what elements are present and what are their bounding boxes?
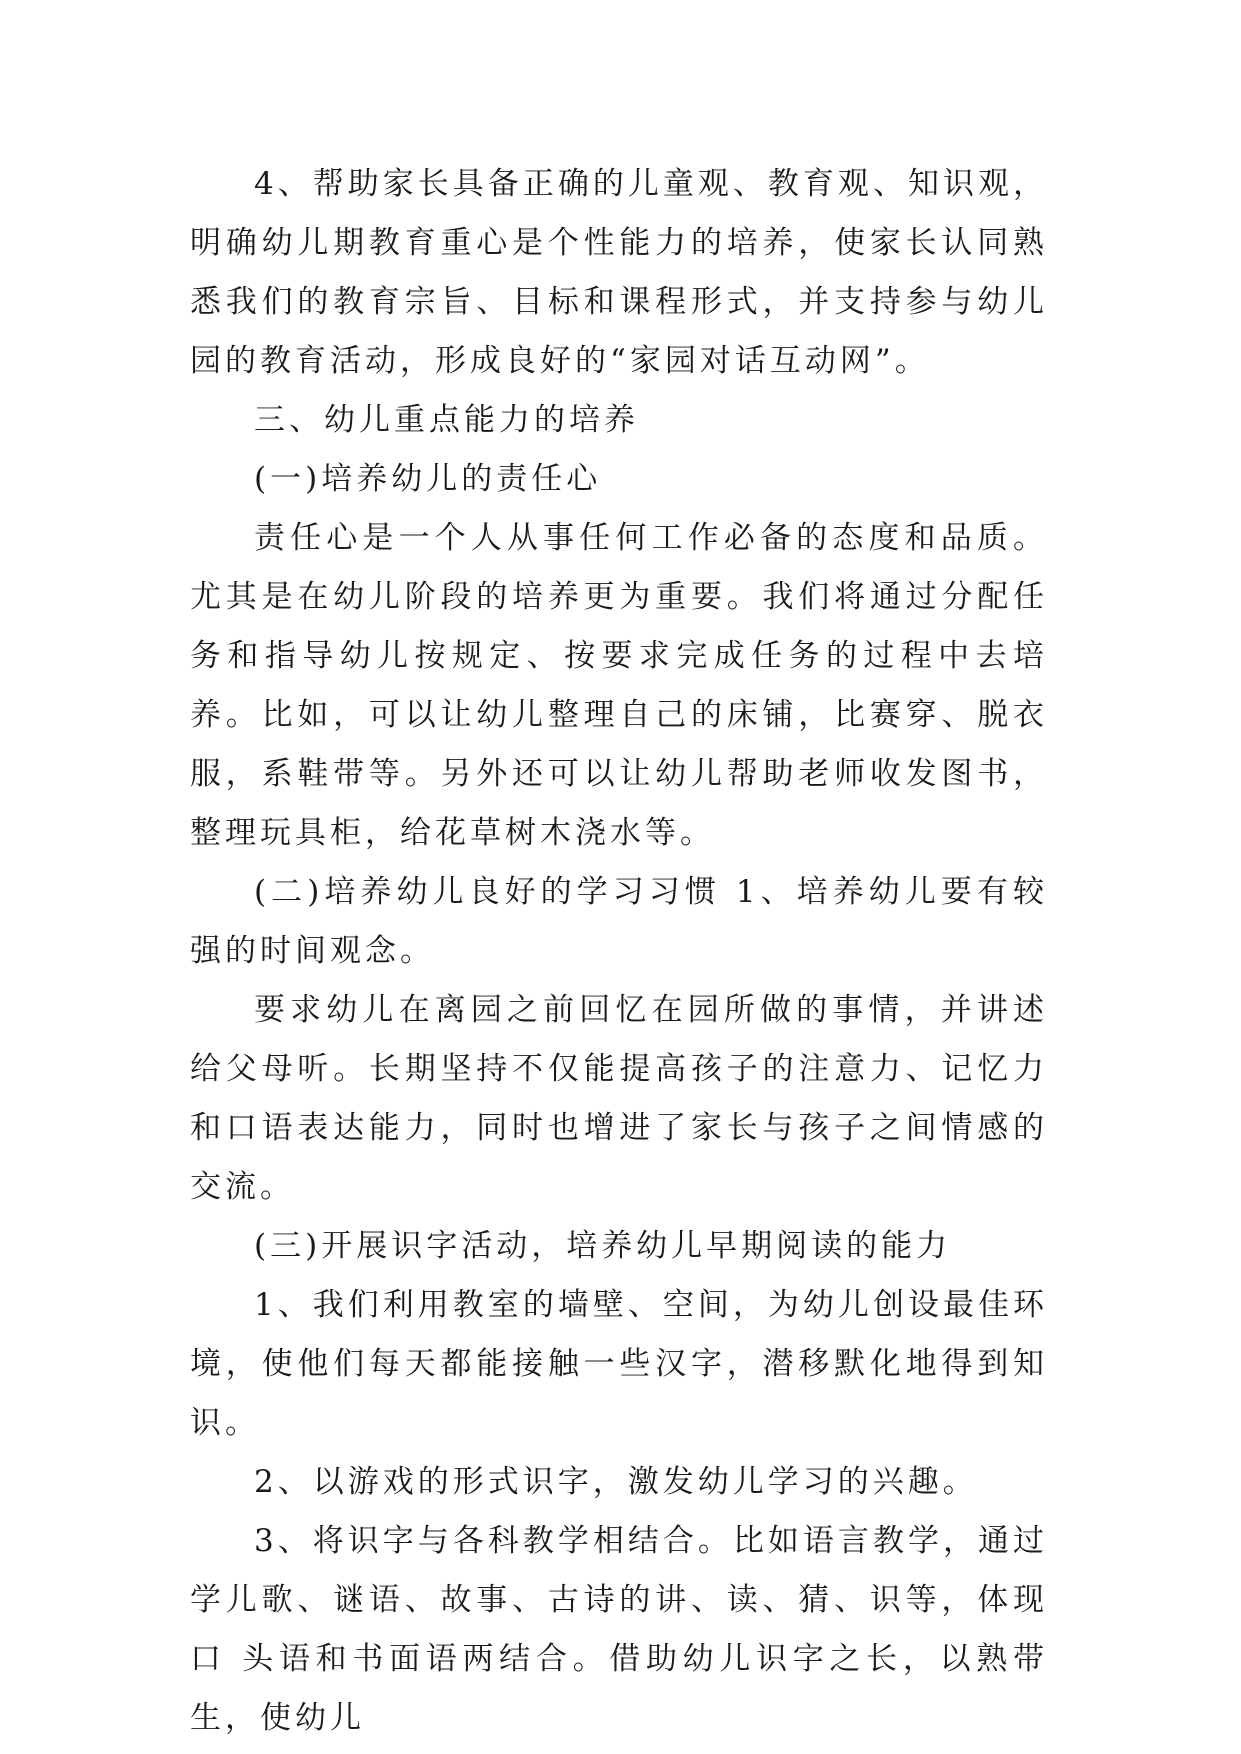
paragraph-responsibility: 责任心是一个人从事任何工作必备的态度和品质。 尤其是在幼儿阶段的培养更为重要。我们将通过分配任务和指导幼儿按规定、按要求完成任务的过程中去培养。比如，可以让幼儿整理自己的床铺，比赛穿、脱衣服，系鞋带等。另外还可以让幼儿帮助老师收发图书，整理玩具柜，给花草树木浇水等。 [190,520,1048,851]
document-body [190,155,1048,1748]
paragraph-literacy-integration: 3、将识字与各科教学相结合。比如语言教学，通过学儿歌、谜语、故事、古诗的讲、读、猜、识等，体现口 头语和书面语两结合。借助幼儿识字之长，以熟带生，使幼儿 [190,1523,1048,1736]
paragraph-literacy-games: 2、以游戏的形式识字，激发幼儿学习的兴趣。 [254,1464,978,1500]
paragraph-recall-events: 要求幼儿在离园之前回忆在园所做的事情，并讲述给父母听。长期坚持不仅能提高孩子的注意力、记忆力和口语表达能力，同时也增进了家长与孩子之间情感的交流。 [190,992,1048,1205]
subheading-responsibility: (一)培养幼儿的责任心 [254,461,602,497]
subheading-study-habits: (二)培养幼儿良好的学习习惯 1、培养幼儿要有较强的时间观念。 [190,874,1048,969]
paragraph-parent-education: 4、帮助家长具备正确的儿童观、教育观、知识观，明确幼儿期教育重心是个性能力的培养，使家长认同熟悉我们的教育宗旨、目标和课程形式，并支持参与幼儿园的教育活动，形成良好的“家园对话互动网”。 [190,166,1048,379]
subheading-literacy: (三)开展识字活动，培养幼儿早期阅读的能力 [254,1228,952,1264]
section-heading-key-abilities: 三、幼儿重点能力的培养 [254,402,639,438]
paragraph-literacy-environment: 1、我们利用教室的墙壁、空间，为幼儿创设最佳环境，使他们每天都能接触一些汉字，潜移默化地得到知识。 [190,1287,1048,1441]
